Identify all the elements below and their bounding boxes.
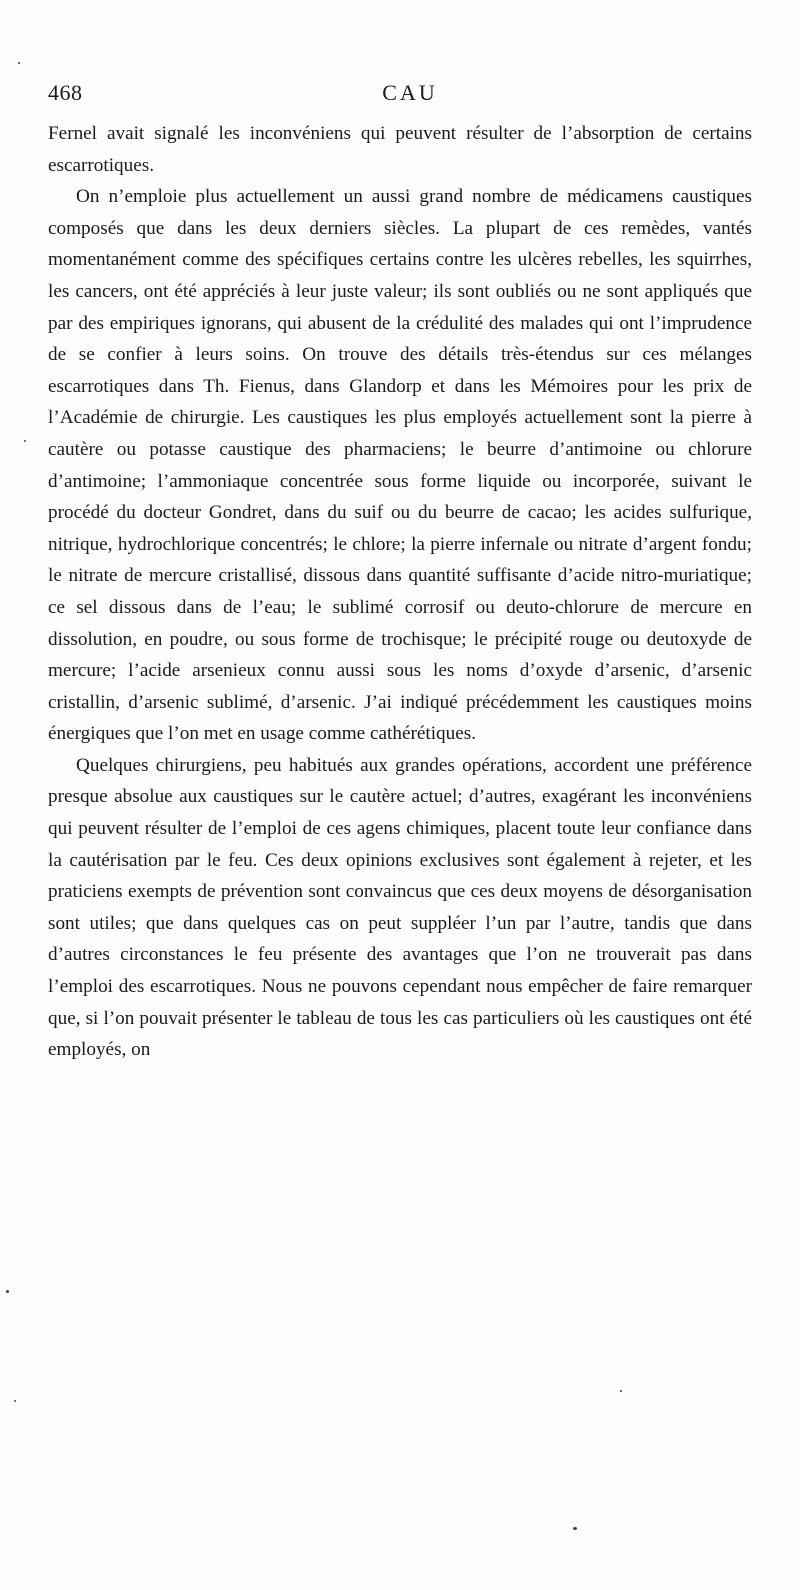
- print-speck: [14, 1400, 16, 1402]
- page-header: [0, 80, 800, 116]
- print-speck: [573, 1527, 577, 1530]
- paragraph-1: Fernel avait signalé les inconvéniens qui peuvent résulter de l’absorption de certains escarrotiques.: [48, 123, 752, 176]
- print-speck: [18, 62, 20, 64]
- paragraph-2: On n’emploie plus actuellement un aussi grand nombre de médicamens caustiques composés que dans les deux derniers siècles. La plupart de ces remèdes, vantés momentanément comme des spécifiques certains contre les ulcères rebelles, les squirrhes, les cancers, ont été appréciés à leur juste valeur; ils sont oubliés ou ne sont appliqués que par des empiriques ignorans, qui abusent de la crédulité des malades qui ont l’imprudence de se confier à leurs soins. On trouve des détails très-étendus sur ces mélanges escarrotiques dans Th. Fienus, dans Glandorp et dans les Mémoires pour les prix de l’Académie de chirurgie. Les caustiques les plus employés actuellement sont la pierre à cautère ou potasse caustique des pharmaciens; le beurre d’antimoine ou chlorure d’antimoine; l’ammoniaque concentrée sous forme liquide ou incorporée, suivant le procédé du docteur Gondret, dans du suif ou du beurre de cacao; les acides sulfurique, nitrique, hydrochlorique concentrés; le chlore; la pierre infernale ou nitrate d’argent fondu; le nitrate de mercure cristallisé, dissous dans quantité suffisante d’acide nitro-muriatique; ce sel dissous dans de l’eau; le sublimé corrosif ou deuto-chlorure de mercure en dissolution, en poudre, ou sous forme de trochisque; le précipité rouge ou deutoxyde de mercure; l’acide arsenieux connu aussi sous les noms d’oxyde d’arsenic, d’arsenic cristallin, d’arsenic sublimé, d’arsenic. J’ai indiqué précédemment les caustiques moins énergiques que l’on met en usage comme cathérétiques.: [48, 186, 752, 745]
- print-speck: [6, 1290, 9, 1293]
- running-head: CAU: [382, 80, 438, 105]
- paragraph-3: Quelques chirurgiens, peu habitués aux grandes opérations, accordent une préférence presque absolue aux caustiques sur le cautère actuel; d’autres, exagérant les inconvéniens qui peuvent résulter de l’emploi de ces agens chimiques, placent toute leur confiance dans la cautérisation par le feu. Ces deux opinions exclusives sont également à rejeter, et les praticiens exempts de prévention sont convaincus que ces deux moyens de désorganisation sont utiles; que dans quelques cas on peut suppléer l’un par l’autre, tandis que dans d’autres circonstances le feu présente des avantages que l’on ne trouverait pas dans l’emploi des escarrotiques. Nous ne pouvons cependant nous empêcher de faire remarquer que, si l’on pouvait présenter le tableau de tous les cas particuliers où les caustiques ont été employés, on: [48, 754, 752, 1061]
- page-number: 468: [48, 80, 83, 105]
- print-speck: [620, 1390, 622, 1392]
- print-speck: [24, 440, 26, 442]
- body-text: [48, 118, 752, 1066]
